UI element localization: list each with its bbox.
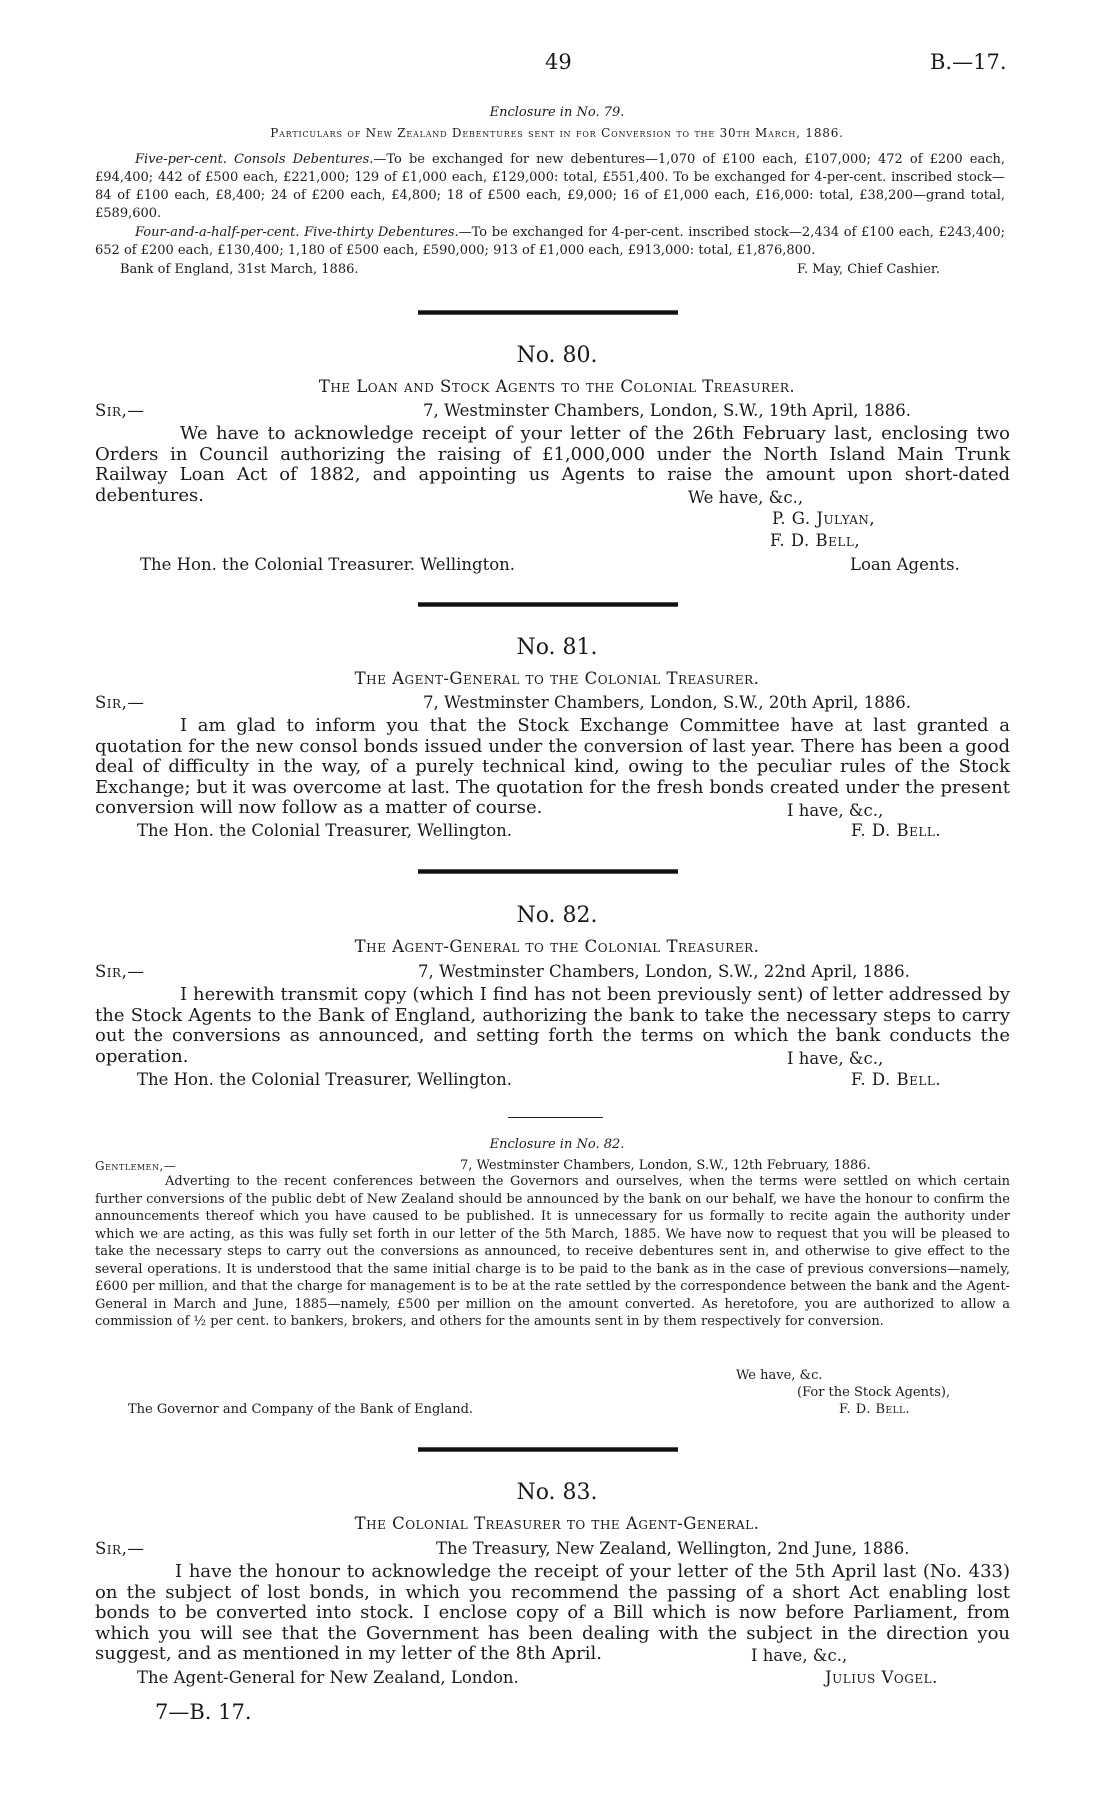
enclosure-79-heading: Enclosure in No. 79. [489, 105, 625, 120]
short-divider [508, 1117, 603, 1118]
letter-82-address: 7, Westminster Chambers, London, S.W., 22nd April, 1886. [418, 962, 910, 981]
letter-80-addressee: The Hon. the Colonial Treasurer. Wellington. [140, 555, 516, 574]
paragraph-text: —To be exchanged for new debentures—1,070 of £100 each, £107,000; 472 of £200 each, £94,400; 442 of £500 each, £221,000; 129 of £1,000 each, £129,000: total, £551,400. To be exchanged for 4-per-cent. inscribed stock—84 of £100 each, £8,400; 24 of £200 each, £4,800; 18 of £500 each, £9,000; 16 of £1,000 each, £16,000: total, £38,200—grand total, £589,600. [95, 152, 1005, 221]
section-divider [418, 869, 678, 874]
section-divider [418, 1447, 678, 1452]
enclosure-79-title: Particulars of New Zealand Debentures sent in for Conversion to the 30th March, 1886. [270, 126, 844, 140]
enclosure-82-for-line: (For the Stock Agents), [797, 1385, 951, 1400]
letter-82-salutation: Sir,— [95, 962, 145, 981]
letter-83-address: The Treasury, New Zealand, Wellington, 2nd June, 1886. [436, 1539, 910, 1558]
letter-81-salutation: Sir,— [95, 693, 145, 712]
letter-81-title: The Agent-General to the Colonial Treasurer. [354, 669, 760, 688]
enclosure-82-addressee: The Governor and Company of the Bank of England. [128, 1402, 474, 1417]
letter-81-address: 7, Westminster Chambers, London, S.W., 20th April, 1886. [423, 693, 911, 712]
letter-80-signature-title: Loan Agents. [850, 555, 960, 574]
letter-82-signature: F. D. Bell. [851, 1070, 942, 1089]
letter-83-salutation: Sir,— [95, 1539, 145, 1558]
letter-80-salutation: Sir,— [95, 401, 145, 420]
enclosure-82-closing: We have, &c. [736, 1368, 823, 1383]
letter-82-title: The Agent-General to the Colonial Treasurer. [354, 937, 760, 956]
section-divider [418, 310, 678, 315]
printer-signature-mark: 7—B. 17. [155, 1700, 252, 1724]
letter-83-addressee: The Agent-General for New Zealand, London. [137, 1668, 519, 1687]
letter-82-addressee: The Hon. the Colonial Treasurer, Wellington. [137, 1070, 513, 1089]
page-number: 49 [545, 50, 572, 74]
letter-82-number: No. 82. [516, 903, 598, 928]
enclosure-82-salutation: Gentlemen,— [95, 1159, 177, 1173]
letter-81-addressee: The Hon. the Colonial Treasurer, Wellington. [137, 821, 513, 840]
letter-82-closing: I have, &c., [787, 1049, 884, 1068]
body-text: Adverting to the recent conferences between the Governors and ourselves, when the terms were settled on which certain further conversions of the public debt of New Zealand should be announced by the bank on our behalf, we have the honour to confirm the announcements thereof which you have caused to be published. It is unnecessary for us formally to recite again the authority under which we are acting, as this was fully set forth in our letter of the 5th March, 1885. We have now to request that you will be pleased to take the necessary steps to carry out the conversions as announced, to receive debentures sent in, and otherwise to give effect to the several operations. It is understood that the same initial charge is to be paid to the bank as in the case of previous conversions—namely, £600 per million, and that the charge for management is to be at the rate settled by the correspondence between the bank and the Agent-General in March and June, 1885—namely, £500 per million on the amount converted. As heretofore, you are authorized to allow a commission of [95, 1174, 1010, 1329]
enclosure-82-address: 7, Westminster Chambers, London, S.W., 12th February, 1886. [460, 1158, 871, 1173]
letter-81-closing: I have, &c., [787, 801, 884, 820]
letter-80-number: No. 80. [516, 343, 598, 368]
letter-83-number: No. 83. [516, 1480, 598, 1505]
letter-80-body: We have to acknowledge receipt of your letter of the 26th February last, enclosing two Orders in Council authorizing the raising of £1,000,000 under the North Island Main Trunk Railway Loan Act of 1882, and appointing us Agents to raise the amount upon short-dated debentures. [95, 423, 1010, 506]
letter-83-closing: I have, &c., [751, 1646, 848, 1665]
letter-80-title: The Loan and Stock Agents to the Colonial Treasurer. [318, 377, 796, 396]
paragraph-text: —To be exchanged for 4-per-cent. inscribed stock—2,434 of £100 each, £243,400; 652 of £200 each, £130,400; 1,180 of £500 each, £590,000; 913 of £1,000 each, £913,000: total, £1,876,800. [95, 225, 1005, 258]
section-divider [418, 602, 678, 607]
enclosure-82-signature: F. D. Bell. [839, 1402, 911, 1417]
fraction: ½ [193, 1314, 207, 1329]
letter-81-body: I am glad to inform you that the Stock Exchange Committee have at last granted a quotation for the new consol bonds issued under the conversion of last year. There has been a good deal of difficulty in the way, of a purely technical kind, owing to the peculiar rules of the Stock Exchange; but it was overcome at last. The quotation for the fresh bonds created under the present conversion will now follow as a matter of course. [95, 715, 1010, 818]
enclosure-79-signature: F. May, Chief Cashier. [797, 262, 940, 277]
letter-83-title: The Colonial Treasurer to the Agent-General. [354, 1514, 760, 1533]
enclosure-82-heading: Enclosure in No. 82. [489, 1137, 625, 1152]
enclosure-79-paragraph-1 [95, 151, 1005, 223]
paragraph-label: Five-per-cent. Consols Debentures. [135, 152, 374, 167]
letter-81-number: No. 81. [516, 635, 598, 660]
letter-80-signature-1: P. G. Julyan, [772, 509, 876, 528]
letter-80-signature-2: F. D. Bell, [770, 531, 861, 550]
letter-82-body: I herewith transmit copy (which I find has not been previously sent) of letter addressed by the Stock Agents to the Bank of England, authorizing the bank to take the necessary steps to carry out the conversions as announced, and setting forth the terms on which the bank conducts the operation. [95, 984, 1010, 1067]
letter-81-signature: F. D. Bell. [851, 821, 942, 840]
enclosure-82-body [95, 1173, 1010, 1331]
enclosure-79-paragraph-2 [95, 224, 1005, 260]
paragraph-label: Four-and-a-half-per-cent. Five-thirty Debentures. [135, 225, 459, 240]
document-reference: B.—17. [930, 50, 1007, 74]
letter-83-body: I have the honour to acknowledge the receipt of your letter of the 5th April last (No. 433) on the subject of lost bonds, in which you recommend the passing of a short Act enabling lost bonds to be converted into stock. I enclose copy of a Bill which is now before Parliament, from which you will see that the Government has been dealing with the subject in the direction you suggest, and as mentioned in my letter of the 8th April. [95, 1561, 1010, 1664]
body-text-continued: per cent. to bankers, brokers, and others for the amounts sent in by them respectively for conversion. [210, 1314, 884, 1329]
letter-83-signature: Julius Vogel. [825, 1668, 938, 1687]
enclosure-79-place-date: Bank of England, 31st March, 1886. [120, 262, 359, 277]
letter-80-closing: We have, &c., [688, 488, 804, 507]
letter-80-address: 7, Westminster Chambers, London, S.W., 19th April, 1886. [423, 401, 911, 420]
